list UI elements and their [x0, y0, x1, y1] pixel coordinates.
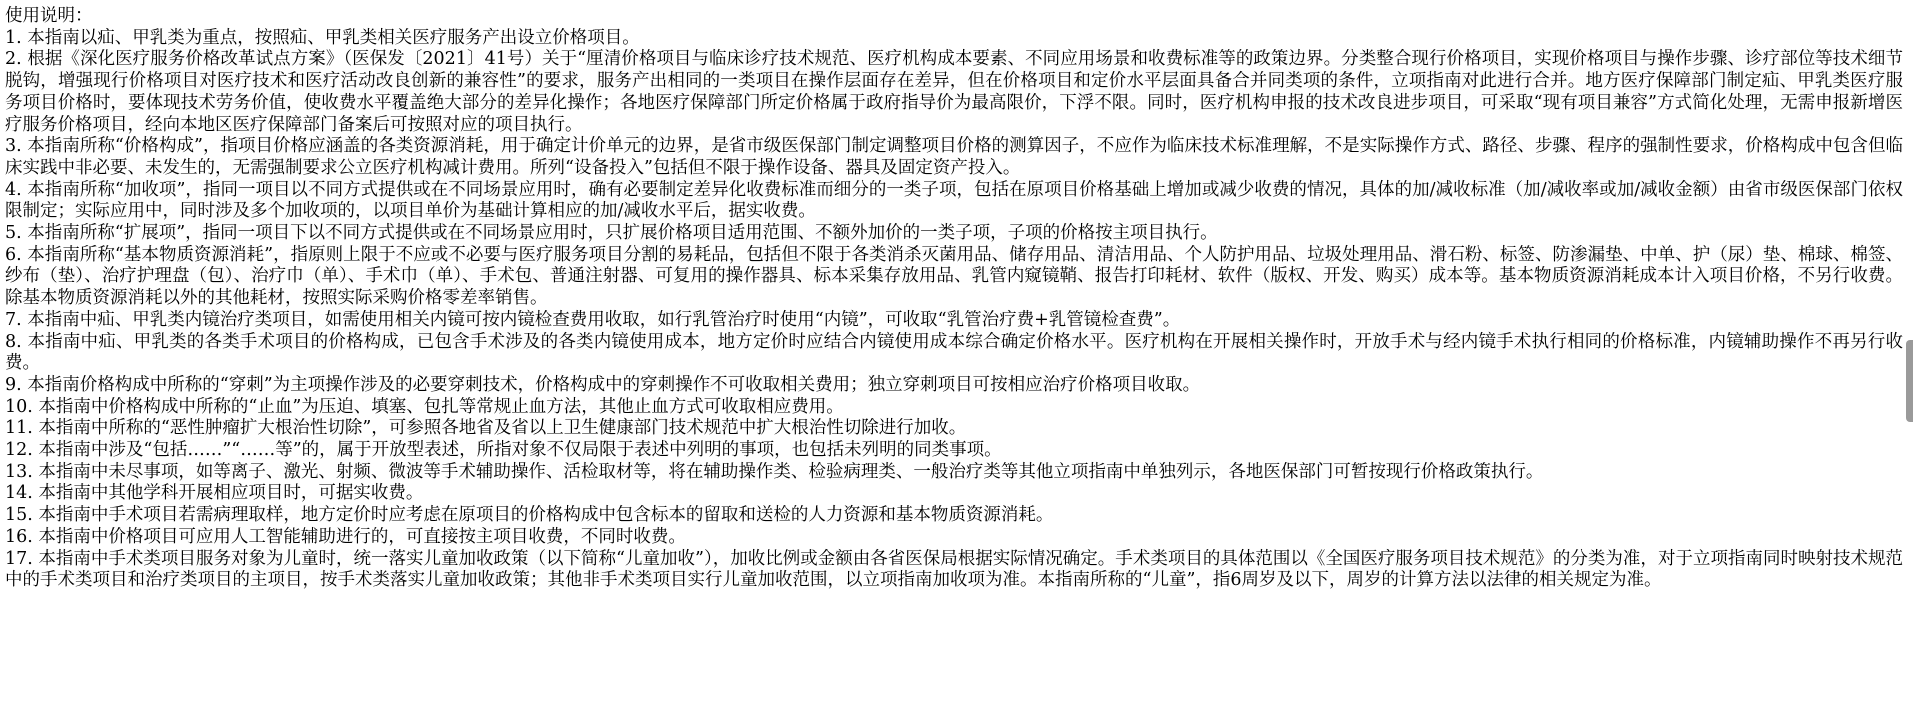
instruction-item-3: 3. 本指南所称“价格构成”，指项目价格应涵盖的各类资源消耗，用于确定计价单元的边界，是省市级医保部门制定调整项目价格的测算因子，不应作为临床技术标准理解，不是实际操作方式、路径、步骤、程序的强制性要求，价格构成中包含但临床实践中非必要、未发生的，无需强制要求公立医疗机构减计费用。所列“设备投入”包括但不限于操作设备、器具及固定资产投入。: [5, 136, 1903, 178]
instructions-heading: 使用说明：: [5, 6, 93, 26]
side-scroll-handle[interactable]: [1906, 340, 1913, 422]
instruction-item-11: 11. 本指南中所称的“恶性肿瘤扩大根治性切除”，可参照各地省及省以上卫生健康部门技术规范中扩大根治性切除进行加收。: [5, 418, 967, 439]
instruction-item-8: 8. 本指南中疝、甲乳类的各类手术项目的价格构成，已包含手术涉及的各类内镜使用成本，地方定价时应结合内镜使用成本综合确定价格水平。医疗机构在开展相关操作时，开放手术与经内镜手术执行相同的价格标准，内镜辅助操作不再另行收费。: [5, 331, 1903, 374]
instruction-item-7: 7. 本指南中疝、甲乳类内镜治疗类项目，如需使用相关内镜可按内镜检查费用收取，如行乳管治疗时使用“内镜”，可收取“乳管治疗费+乳管镜检查费”。: [5, 309, 1181, 330]
instruction-item-5: 5. 本指南所称“扩展项”，指同一项目下以不同方式提供或在不同场景应用时，只扩展价格项目适用范围、不额外加价的一类子项，子项的价格按主项目执行。: [5, 223, 1218, 244]
instruction-item-16: 16. 本指南中价格项目可应用人工智能辅助进行的，可直接按主项目收费，不同时收费。: [5, 526, 686, 547]
instruction-item-1: 1. 本指南以疝、甲乳类为重点，按照疝、甲乳类相关医疗服务产出设立价格项目。: [5, 27, 640, 48]
instruction-item-14: 14. 本指南中其他学科开展相应项目时，可据实收费。: [5, 483, 424, 504]
instruction-item-13: 13. 本指南中未尽事项，如等离子、激光、射频、微波等手术辅助操作、活检取材等，将在辅助操作类、检验病理类、一般治疗类等其他立项指南中单独列示，各地医保部门可暂按现行价格政策执行。: [5, 461, 1544, 482]
instruction-item-17: 17. 本指南中手术类项目服务对象为儿童时，统一落实儿童加收政策（以下简称“儿童加收”），加收比例或金额由各省医保局根据实际情况确定。手术类项目的具体范围以《全国医疗服务项目技术规范》的分类为准，对于立项指南同时映射技术规范中的手术类项目和治疗类项目的主项目，按手术类落实儿童加收政策；其他非手术类项目实行儿童加收范围，以立项指南加收项为准。本指南所称的“儿童”，指6周岁及以下，周岁的计算方法以法律的相关规定为准。: [5, 548, 1903, 591]
instruction-item-2: 2. 根据《深化医疗服务价格改革试点方案》（医保发〔2021〕41号）关于“厘清价格项目与临床诊疗技术规范、医疗机构成本要素、不同应用场景和收费标准等的政策边界。分类整合现行价格项目，实现价格项目与操作步骤、诊疗部位等技术细节脱钩，增强现行价格项目对医疗技术和医疗活动改良创新的兼容性”的要求，服务产出相同的一类项目在操作层面存在差异，但在价格项目和定价水平层面具备合并同类项的条件，立项指南对此进行合并。地方医疗保障部门制定疝、甲乳类医疗服务项目价格时，要体现技术劳务价值，使收费水平覆盖绝大部分的差异化操作；各地医疗保障部门所定价格属于政府指导价为最高限价，下浮不限。同时，医疗机构申报的技术改良进步项目，可采取“现有项目兼容”方式简化处理，无需申报新增医疗服务价格项目，经向本地区医疗保障部门备案后可按照对应的项目执行。: [5, 49, 1903, 135]
instruction-item-9: 9. 本指南价格构成中所称的“穿刺”为主项操作涉及的必要穿刺技术，价格构成中的穿刺操作不可收取相关费用；独立穿刺项目可按相应治疗价格项目收取。: [5, 374, 1201, 395]
instruction-item-6: 6. 本指南所称“基本物质资源消耗”，指原则上限于不应或不必要与医疗服务项目分割的易耗品，包括但不限于各类消杀灭菌用品、储存用品、清洁用品、个人防护用品、垃圾处理用品、滑石粉、标签、防渗漏垫、中单、护（尿）垫、棉球、棉签、纱布（垫）、治疗护理盘（包）、治疗巾（单）、手术巾（单）、手术包、普通注射器、可复用的操作器具、标本采集存放用品、乳管内窥镜鞘、报告打印耗材、软件（版权、开发、购买）成本等。基本物质资源消耗成本计入项目价格，不另行收费。除基本物质资源消耗以外的其他耗材，按照实际采购价格零差率销售。: [5, 244, 1903, 309]
instruction-item-15: 15. 本指南中手术项目若需病理取样，地方定价时应考虑在原项目的价格构成中包含标本的留取和送检的人力资源和基本物质资源消耗。: [5, 505, 1054, 526]
instruction-item-10: 10. 本指南中价格构成中所称的“止血”为压迫、填塞、包扎等常规止血方法，其他止血方式可收取相应费用。: [5, 396, 844, 417]
usage-instructions: [5, 6, 1903, 592]
instruction-item-12: 12. 本指南中涉及“包括……”“……等”的，属于开放型表述，所指对象不仅局限于表述中列明的事项，也包括未列明的同类事项。: [5, 440, 1002, 461]
instruction-item-4: 4. 本指南所称“加收项”，指同一项目以不同方式提供或在不同场景应用时，确有必要制定差异化收费标准而细分的一类子项，包括在原项目价格基础上增加或减少收费的情况，具体的加/减收标准（加/减收率或加/减收金额）由省市级医保部门依权限制定；实际应用中，同时涉及多个加收项的，以项目单价为基础计算相应的加/减收水平后，据实收费。: [5, 179, 1903, 222]
